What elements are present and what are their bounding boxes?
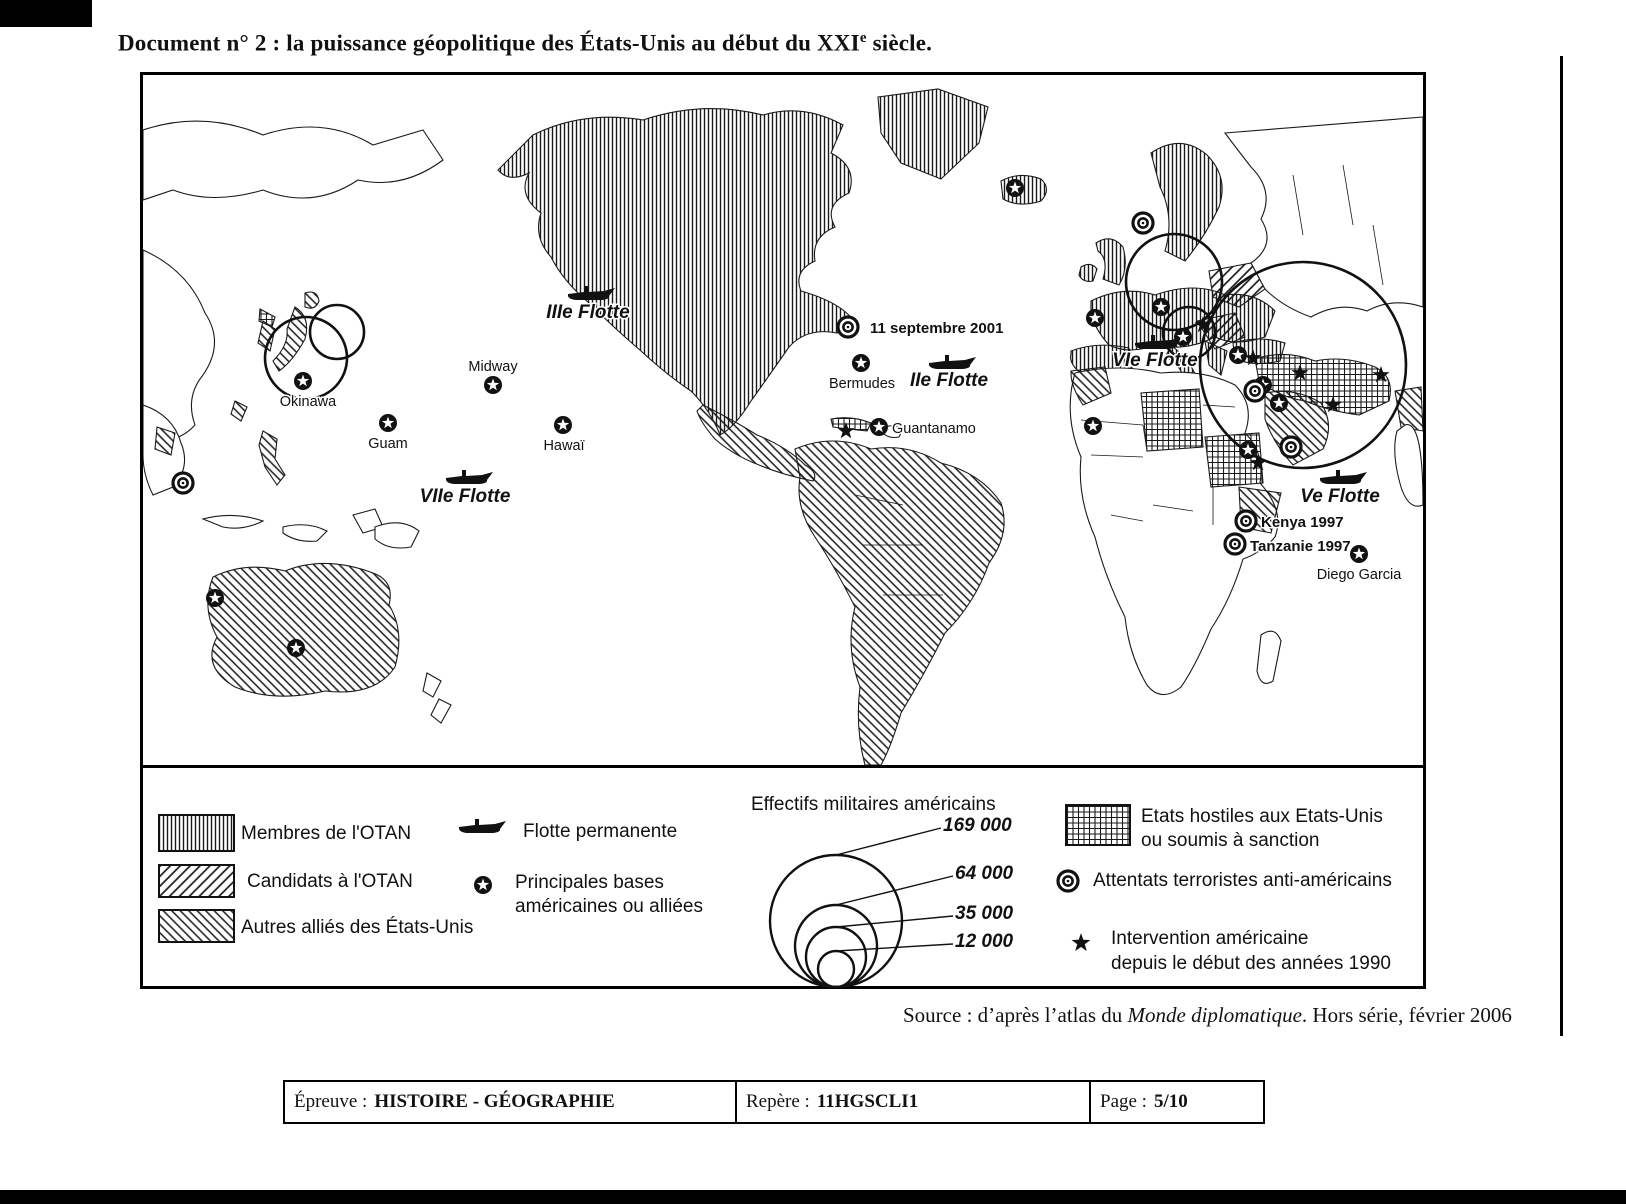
effectifs-title: Effectifs militaires américains xyxy=(751,794,996,815)
fleet-ship-icon xyxy=(446,470,493,484)
epreuve-label: Épreuve : xyxy=(294,1091,368,1112)
attack-label-kenya: Kenya 1997 xyxy=(1261,514,1344,531)
legend-hostile-label-1: Etats hostiles aux Etats-Unis xyxy=(1141,806,1383,827)
base-icon xyxy=(1152,298,1170,316)
source-tail: . Hors série, février 2006 xyxy=(1301,1003,1512,1027)
legend-nato-label: Membres de l'OTAN xyxy=(241,823,412,844)
document-title-sup: e xyxy=(859,30,867,46)
terror-attack-icon xyxy=(173,473,193,493)
base-label-midway: Midway xyxy=(468,359,518,375)
base-icon xyxy=(206,589,224,607)
base-icon xyxy=(852,354,870,372)
footer-cell-epreuve xyxy=(285,1082,737,1122)
world-map xyxy=(143,75,1423,765)
legend-bases-label-2: américaines ou alliées xyxy=(515,896,703,917)
base-label-diego-garcia: Diego Garcia xyxy=(1316,567,1402,583)
map-frame xyxy=(140,72,1426,989)
document-title-main: Document n° 2 : la puissance géopolitique des États-Unis au début du XXI xyxy=(118,30,860,56)
base-icon xyxy=(1229,346,1247,364)
hostile-swatch xyxy=(1065,804,1131,846)
scan-artifact-right-line xyxy=(1560,56,1563,1036)
base-icon xyxy=(1239,441,1257,459)
legend-allies-label: Autres alliés des États-Unis xyxy=(241,917,474,938)
scan-artifact-top-left xyxy=(0,0,92,27)
fleet-label-6: VIe Flotte xyxy=(1112,350,1198,371)
legend-fleet-label: Flotte permanente xyxy=(523,821,678,842)
base-icon xyxy=(870,418,888,436)
effectifs-value-3: 35 000 xyxy=(955,903,1014,924)
footer-cell-page xyxy=(1091,1082,1263,1122)
terror-attack-icon xyxy=(1281,437,1301,457)
fleet-label-7: VIIe Flotte xyxy=(419,486,511,507)
document-title xyxy=(118,30,932,57)
attack-label-tanzanie: Tanzanie 1997 xyxy=(1250,538,1351,555)
base-icon xyxy=(287,639,305,657)
fleet-ship-icon xyxy=(929,355,976,369)
base-label-guantanamo: Guantanamo xyxy=(892,421,976,437)
terror-attack-icon xyxy=(1133,213,1153,233)
page-label: Page : xyxy=(1100,1091,1147,1112)
allies-swatch xyxy=(158,909,235,943)
base-icon xyxy=(1270,394,1288,412)
terror-attack-icon xyxy=(838,317,858,337)
fleet-label-5: Ve Flotte xyxy=(1300,486,1380,507)
nato-swatch xyxy=(158,814,235,852)
base-label-okinawa: Okinawa xyxy=(279,394,337,410)
fleet-ship-icon xyxy=(1320,470,1367,484)
fleet-label-3: IIIe Flotte xyxy=(546,302,630,323)
fleet-legend-icon xyxy=(449,812,513,840)
page-value: 5/10 xyxy=(1153,1091,1188,1112)
source-work: Monde diplomatique xyxy=(1127,1003,1302,1027)
base-icon xyxy=(1350,545,1368,563)
base-label-hawai: Hawaï xyxy=(543,438,585,454)
base-icon xyxy=(294,372,312,390)
base-icon xyxy=(1174,328,1192,346)
repere-label: Repère : xyxy=(746,1091,810,1112)
terror-attack-icon xyxy=(1236,511,1256,531)
base-label-guam: Guam xyxy=(368,436,408,452)
terror-attack-legend-icon xyxy=(1051,864,1085,898)
base-icon xyxy=(379,414,397,432)
intervention-legend-icon xyxy=(1065,926,1097,958)
fleet-label-2: IIe Flotte xyxy=(909,370,989,391)
repere-value: 11HGSCLI1 xyxy=(816,1091,919,1112)
base-icon xyxy=(484,376,502,394)
terror-attack-icon xyxy=(1225,534,1245,554)
base-label-bermudes: Bermudes xyxy=(828,376,896,392)
base-legend-icon xyxy=(470,872,496,898)
base-icon xyxy=(1084,417,1102,435)
legend-hostile-label-2: ou soumis à sanction xyxy=(1141,830,1320,851)
effectifs-value-2: 64 000 xyxy=(955,863,1014,884)
attack-label-sept11: 11 septembre 2001 xyxy=(870,320,1004,337)
base-icon xyxy=(554,416,572,434)
document-title-tail: siècle. xyxy=(866,30,933,56)
legend-bases-label-1: Principales bases xyxy=(515,872,664,893)
source-line xyxy=(903,1003,1563,1028)
terror-attack-icon xyxy=(1245,381,1265,401)
source-prefix: Source : d’après l’atlas du xyxy=(903,1003,1128,1027)
legend-intervention-label-2: depuis le début des années 1990 xyxy=(1111,953,1391,974)
map-legend xyxy=(143,765,1423,989)
base-icon xyxy=(1006,179,1024,197)
epreuve-value: HISTOIRE - GÉOGRAPHIE xyxy=(374,1091,615,1112)
base-icon xyxy=(1086,309,1104,327)
continents xyxy=(143,89,1423,765)
legend-intervention-label-1: Intervention américaine xyxy=(1111,928,1309,949)
effectifs-value-1: 169 000 xyxy=(943,815,1012,836)
nato-candidate-swatch xyxy=(158,864,235,898)
legend-candidats-label: Candidats à l'OTAN xyxy=(247,871,413,892)
scan-artifact-bottom-bar xyxy=(0,1190,1626,1204)
effectifs-value-4: 12 000 xyxy=(955,931,1014,952)
legend-attentats-label: Attentats terroristes anti-américains xyxy=(1093,870,1392,891)
footer-cell-repere xyxy=(737,1082,1091,1122)
footer-table xyxy=(283,1080,1265,1124)
